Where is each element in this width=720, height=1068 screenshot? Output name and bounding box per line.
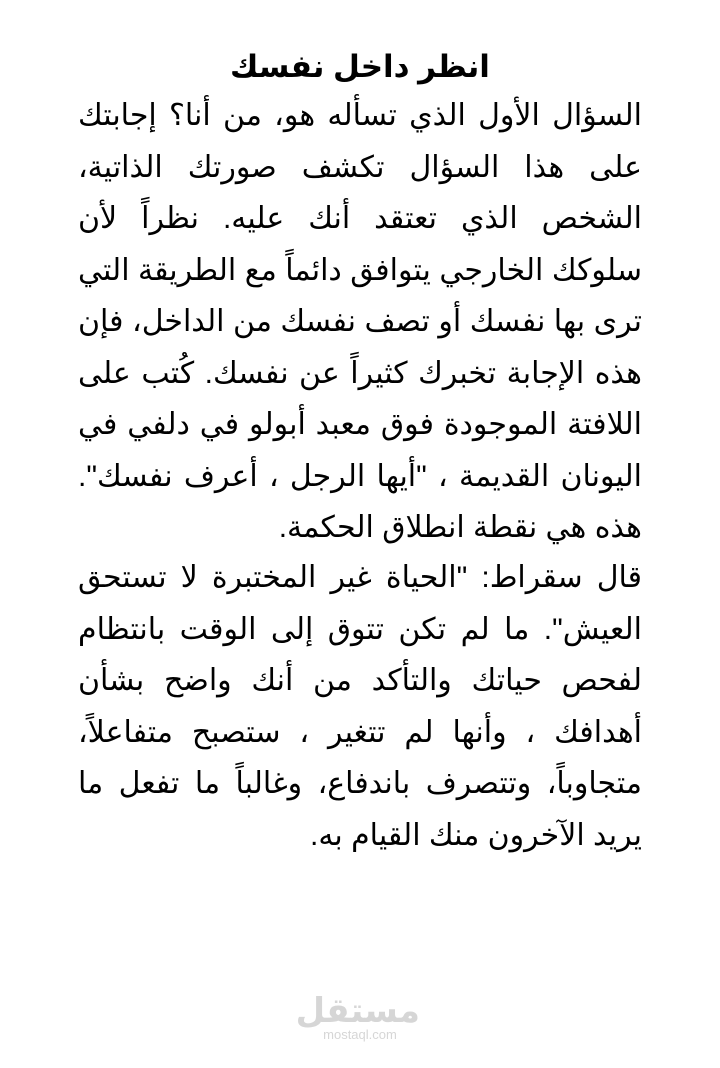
watermark-url: mostaql.com	[323, 1027, 397, 1042]
document-title: انظر داخل نفسك	[230, 48, 490, 84]
paragraph-2: قال سقراط: "الحياة غير المختبرة لا تستحق العيش". ما لم تكن تتوق إلى الوقت بانتظام لفحص حياتك والتأكد من أنك واضح بشأن أهدافك ، وأنها لم تتغير ، ستصبح متفاعلاً، متجاوباً، وتتصرف باندفاع، وغالباً ما تفعل ما يريد الآخرون منك القيام به.	[78, 561, 642, 852]
mostaql-watermark	[295, 992, 420, 1042]
paragraph-1: السؤال الأول الذي تسأله هو، من أنا؟ إجابتك على هذا السؤال تكشف صورتك الذاتية، الشخص الذي تعتقد أنك عليه. نظراً لأن سلوكك الخارجي يتوافق دائماً مع الطريقة التي ترى بها نفسك أو تصف نفسك من الداخل، فإن هذه الإجابة تخبرك كثيراً عن نفسك. كُتب على اللافتة الموجودة فوق معبد أبولو في دلفي في اليونان القديمة ، "أيها الرجل ، أعرف نفسك". هذه هي نقطة انطلاق الحكمة.	[78, 99, 642, 544]
watermark-logo: مستقل	[295, 992, 420, 1030]
